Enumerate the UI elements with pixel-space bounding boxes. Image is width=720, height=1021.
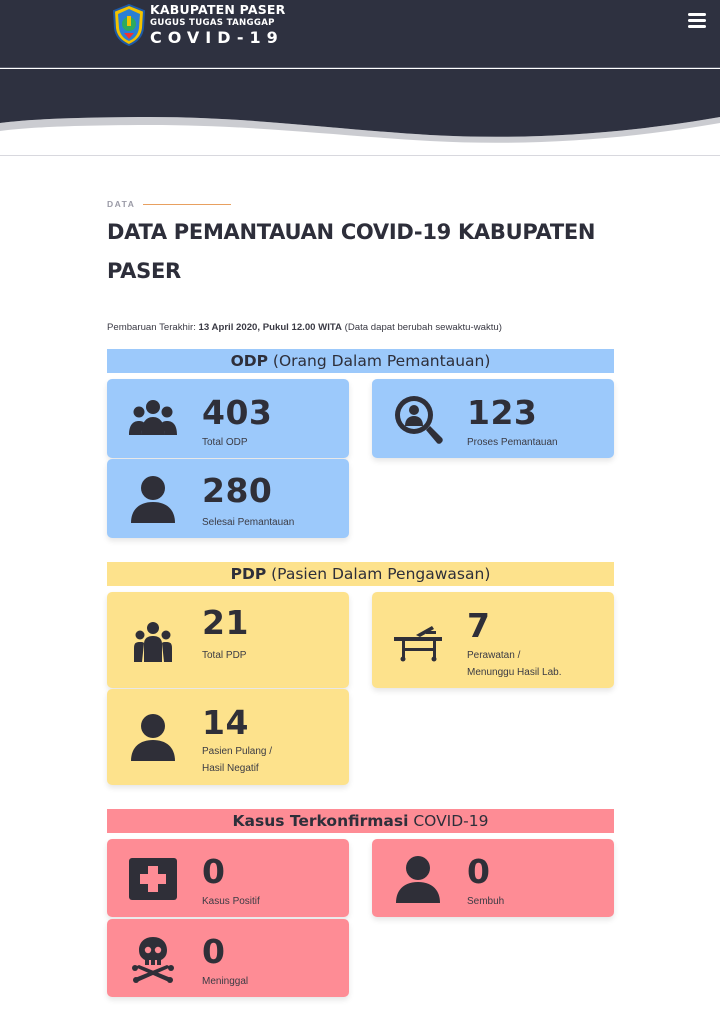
odp-description: (Orang Dalam Pemantauan)	[267, 352, 491, 370]
kasus-sembuh-value: 0	[467, 852, 491, 891]
odp-selesai-card[interactable]	[107, 459, 349, 538]
kasus-meninggal-value: 0	[202, 932, 226, 971]
site-logo[interactable]	[112, 2, 286, 48]
pdp-total-card[interactable]	[107, 592, 349, 688]
eyebrow-label: DATA	[107, 199, 136, 209]
top-navbar	[0, 0, 720, 68]
section-eyebrow	[107, 199, 231, 209]
logo-line-2: GUGUS TUGAS TANGGAP	[150, 17, 275, 28]
person-icon	[392, 853, 444, 905]
pdp-pulang-value: 14	[202, 703, 249, 742]
odp-proses-value: 123	[467, 393, 538, 432]
pdp-total-label: Total PDP	[202, 650, 247, 661]
pdp-perawatan-card[interactable]	[372, 592, 614, 688]
kasus-meninggal-label: Meninggal	[202, 976, 249, 987]
kasus-positif-card[interactable]	[107, 839, 349, 917]
hospital-bed-icon	[392, 616, 444, 668]
pdp-perawatan-label	[467, 647, 597, 681]
pdp-pulang-label-line2: Hasil Negatif	[202, 763, 259, 774]
skull-crossbones-icon	[127, 933, 179, 985]
kasus-section-header	[107, 809, 614, 833]
kasus-sembuh-card[interactable]	[372, 839, 614, 917]
person-icon	[127, 711, 179, 763]
search-person-icon	[392, 393, 444, 445]
last-updated-text	[107, 322, 502, 333]
odp-section-header	[107, 349, 614, 373]
pdp-description: (Pasien Dalam Pengawasan)	[266, 565, 491, 583]
hero-wave-banner	[0, 69, 720, 157]
person-icon	[127, 473, 179, 525]
group-people-icon	[127, 393, 179, 445]
pdp-perawatan-value: 7	[467, 606, 491, 645]
kasus-sembuh-label: Sembuh	[467, 896, 505, 907]
odp-selesai-value: 280	[202, 471, 273, 510]
pdp-pulang-label-line1: Pasien Pulang /	[202, 746, 273, 757]
medical-cross-icon	[127, 853, 179, 905]
kasus-bold-label: Kasus Terkonfirmasi	[232, 812, 409, 830]
odp-proses-card[interactable]	[372, 379, 614, 458]
pdp-perawatan-label-line2: Menunggu Hasil Lab.	[467, 667, 562, 678]
odp-total-value: 403	[202, 393, 273, 432]
eyebrow-accent-line	[143, 204, 231, 205]
odp-total-label: Total ODP	[202, 437, 248, 448]
odp-total-card[interactable]	[107, 379, 349, 458]
pdp-section-header	[107, 562, 614, 586]
page-title: DATA PEMANTAUAN COVID-19 KABUPATEN PASER	[107, 220, 596, 283]
kabupaten-emblem-icon	[112, 4, 146, 46]
odp-bold-label: ODP	[230, 352, 268, 370]
pdp-perawatan-label-line1: Perawatan /	[467, 650, 521, 661]
group-people-icon	[127, 616, 179, 668]
updated-datetime: 13 April 2020, Pukul 12.00 WITA	[198, 322, 342, 333]
logo-line-3: COVID-19	[150, 27, 284, 47]
pdp-total-value: 21	[202, 603, 249, 642]
updated-note: (Data dapat berubah sewaktu-waktu)	[341, 322, 502, 333]
updated-prefix: Pembaruan Terakhir:	[107, 322, 199, 333]
logo-line-1: KABUPATEN PASER	[150, 2, 286, 18]
hero-divider	[0, 155, 720, 156]
pdp-bold-label: PDP	[230, 565, 267, 583]
pdp-pulang-card[interactable]	[107, 689, 349, 785]
kasus-positif-value: 0	[202, 852, 226, 891]
kasus-meninggal-card[interactable]	[107, 919, 349, 997]
kasus-positif-label: Kasus Positif	[202, 896, 260, 907]
odp-selesai-label: Selesai Pemantauan	[202, 517, 295, 528]
odp-proses-label: Proses Pemantauan	[467, 437, 558, 448]
hamburger-menu-icon[interactable]	[688, 13, 706, 28]
pdp-pulang-label	[202, 743, 332, 777]
kasus-description: COVID-19	[408, 812, 489, 830]
